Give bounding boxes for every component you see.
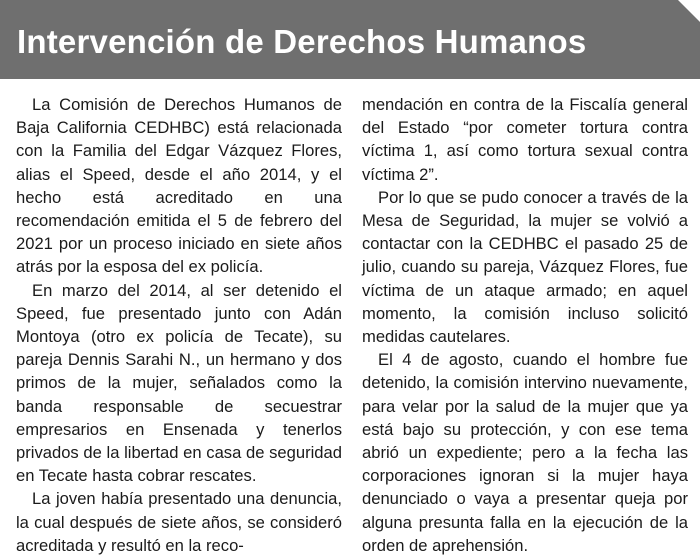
paragraph: En marzo del 2014, al ser detenido el Speed, fue presentado junto con Adán Montoya (otro ex policía de Tecate), su pareja Dennis Sarahi N., un hermano y dos primos de la mujer, señalados como la banda responsable de secuestrar empresarios en Ensenada y tenerlos privados de la libertad en casa de seguridad en Tecate hasta cobrar rescates. (16, 280, 342, 486)
paragraph: Por lo que se pudo conocer a través de la Mesa de Seguridad, la mujer se volvió a contactar con la CEDHBC el pasado 25 de julio, cuando su pareja, Vázquez Flores, fue víctima de un ataque armado; en aquel momento, la comisión incluso solicitó medidas cautelares. (362, 187, 688, 347)
paragraph-continued: mendación en contra de la Fiscalía general del Estado “por cometer tortura contra víctima 1, así como tortura sexual contra víctima 2”. (362, 95, 688, 184)
article-column-left (16, 93, 342, 557)
paragraph: La Comisión de Derechos Humanos de Baja California CEDHBC) está relacionada con la Familia del Edgar Vázquez Flores, alias el Speed, desde el año 2014, y el hecho está acreditado en una recomendación emitida el 5 de febrero del 2021 por un proceso iniciado en siete años atrás por la esposa del ex policía. (16, 95, 342, 277)
header-corner-cut (678, 0, 700, 22)
article-column-right (362, 93, 688, 557)
paragraph: La joven había presentado una denuncia, la cual después de siete años, se consideró acreditada y resultó en la reco- (16, 489, 342, 555)
paragraph: El 4 de agosto, cuando el hombre fue detenido, la comisión intervino nuevamente, para velar por la salud de la mujer que ya está bajo su protección, y con ese tema abrió un expediente; pero a la fecha las corporaciones ignoran si la mujer haya denunciado o vaya a presentar queja por alguna presunta falla en la ejecución de la orden de aprehensión. (362, 350, 688, 555)
section-header (0, 0, 700, 79)
section-title: Intervención de Derechos Humanos (17, 23, 587, 60)
